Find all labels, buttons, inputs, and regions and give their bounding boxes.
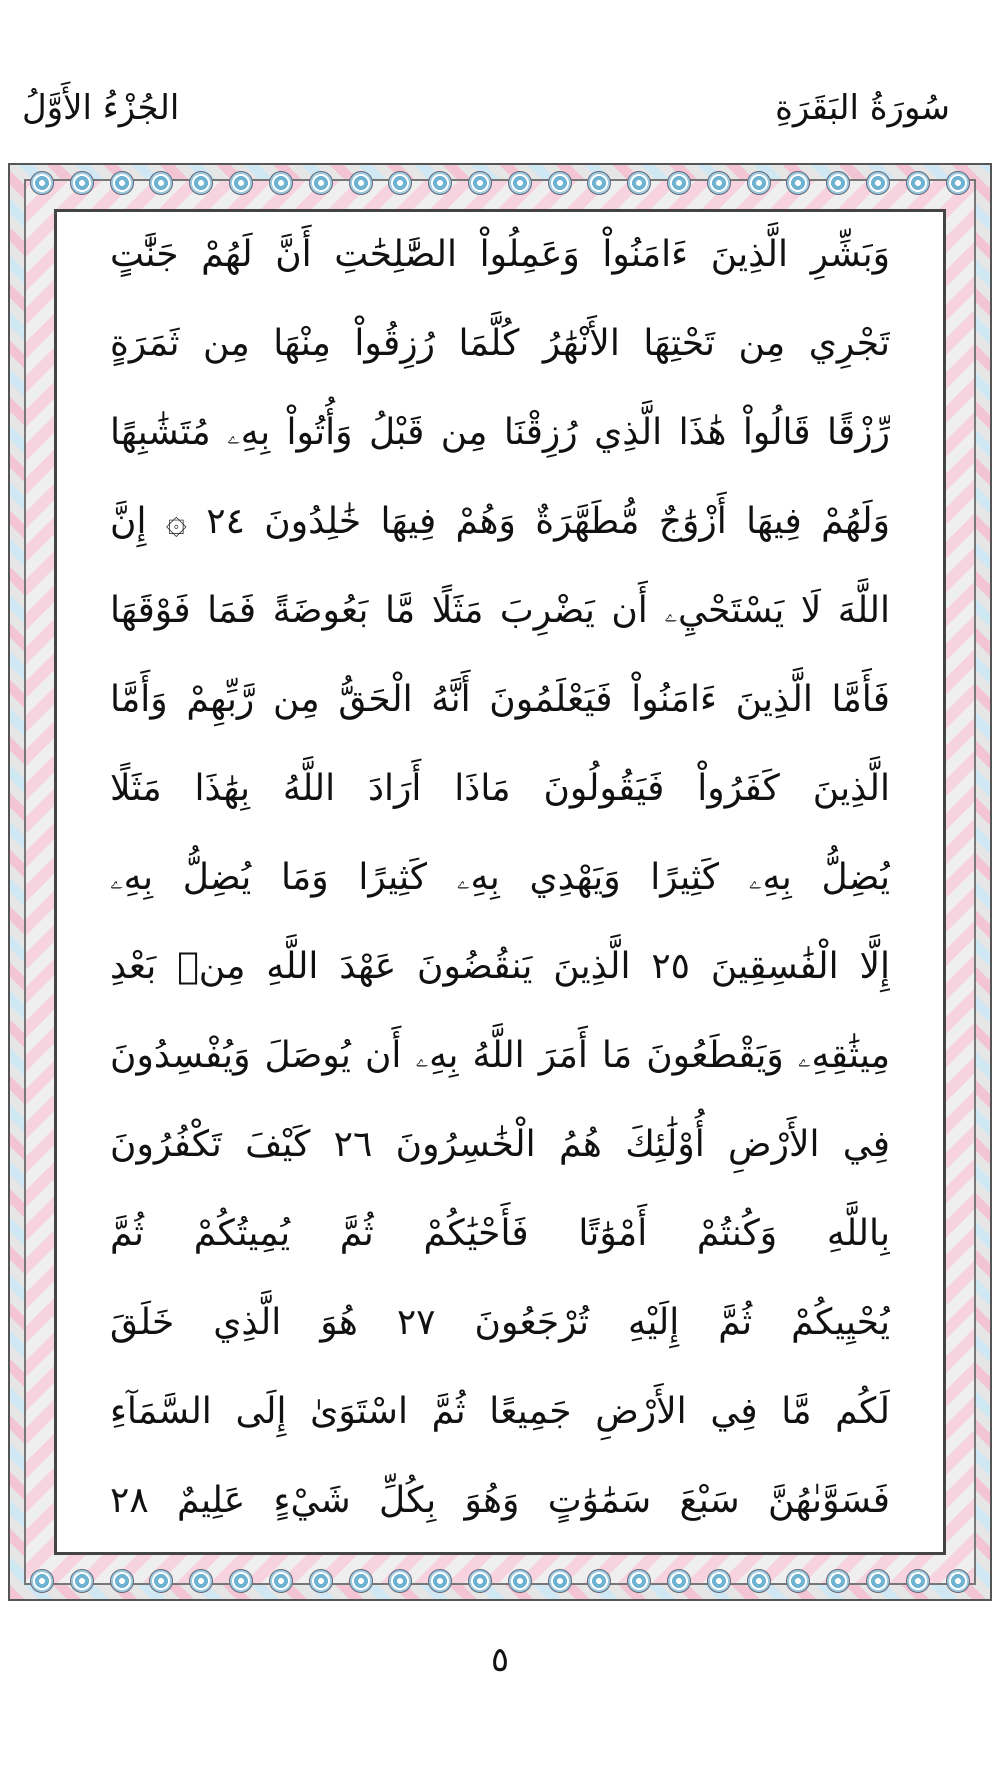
text-line: يُحْيِيكُمْ ثُمَّ إِلَيْهِ تُرْجَعُونَ ٢٧ هُوَ الَّذِي خَلَقَ — [110, 1302, 890, 1343]
text-line: إِلَّا الْفَٰسِقِينَ ٢٥ الَّذِينَ يَنقُضُونَ عَهْدَ اللَّهِ مِنۢ بَعْدِ — [110, 946, 890, 987]
rosette-ornament — [70, 1569, 94, 1593]
rosette-ornament — [388, 171, 412, 195]
rosette-ornament — [707, 171, 731, 195]
rosette-ornament — [548, 171, 572, 195]
rosette-ornament — [946, 1569, 970, 1593]
page-header — [0, 88, 1000, 148]
rosette-ornament — [149, 171, 173, 195]
text-line: يُضِلُّ بِهِۦ كَثِيرًا وَيَهْدِي بِهِۦ كَثِيرًا وَمَا يُضِلُّ بِهِۦ — [110, 857, 890, 898]
text-line: فَأَمَّا الَّذِينَ ءَامَنُواْ فَيَعْلَمُونَ أَنَّهُ الْحَقُّ مِن رَّبِّهِمْ وَأَمَّا — [110, 679, 890, 720]
rosette-ornament — [667, 171, 691, 195]
page-number: ٥ — [490, 1640, 510, 1680]
text-line: تَجْرِي مِن تَحْتِهَا الأَنْهَٰرُ كُلَّمَا رُزِقُواْ مِنْهَا مِن ثَمَرَةٍ — [110, 323, 890, 364]
text-line: بِاللَّهِ وَكُنتُمْ أَمْوَٰتًا فَأَحْيَٰكُمْ ثُمَّ يُمِيتُكُمْ ثُمَّ — [110, 1213, 890, 1254]
surah-title: سُورَةُ البَقَرَةِ — [775, 88, 950, 128]
text-line: وَبَشِّرِ الَّذِينَ ءَامَنُواْ وَعَمِلُواْ الصَّٰلِحَٰتِ أَنَّ لَهُمْ جَنَّٰتٍ — [110, 234, 890, 275]
rosette-ornament — [30, 171, 54, 195]
text-line: وَلَهُمْ فِيهَا أَزْوَٰجٌ مُّطَهَّرَةٌ وَهُمْ فِيهَا خَٰلِدُونَ ٢٤ ۞ إِنَّ — [110, 501, 890, 542]
rosette-ornament — [70, 171, 94, 195]
rosette-ornament — [627, 171, 651, 195]
rosette-ornament — [269, 171, 293, 195]
rosette-ornament — [508, 171, 532, 195]
rosette-ornament — [189, 171, 213, 195]
rosette-ornament — [906, 1569, 930, 1593]
rosette-ornament — [747, 171, 771, 195]
rosette-row-top — [30, 171, 970, 195]
verse-text — [110, 215, 890, 1575]
text-line: لَكُم مَّا فِي الأَرْضِ جَمِيعًا ثُمَّ اسْتَوَىٰ إِلَى السَّمَآءِ — [110, 1391, 890, 1432]
rosette-ornament — [906, 171, 930, 195]
text-line: رِّزْقًا قَالُواْ هَٰذَا الَّذِي رُزِقْنَا مِن قَبْلُ وَأُتُواْ بِهِۦ مُتَشَٰبِهًا — [110, 412, 890, 453]
juz-title: الجُزْءُ الأَوَّلُ — [22, 88, 180, 128]
rosette-ornament — [587, 171, 611, 195]
text-line: مِيثَٰقِهِۦ وَيَقْطَعُونَ مَا أَمَرَ اللَّهُ بِهِۦ أَن يُوصَلَ وَيُفْسِدُونَ — [110, 1035, 890, 1076]
rosette-ornament — [309, 171, 333, 195]
rosette-ornament — [349, 171, 373, 195]
rosette-ornament — [946, 171, 970, 195]
rosette-ornament — [826, 171, 850, 195]
rosette-ornament — [30, 1569, 54, 1593]
rosette-ornament — [229, 171, 253, 195]
text-line: فَسَوَّىٰهُنَّ سَبْعَ سَمَٰوَٰتٍ وَهُوَ بِكُلِّ شَيْءٍ عَلِيمٌ ٢٨ — [110, 1480, 890, 1521]
rosette-ornament — [110, 171, 134, 195]
text-line: اللَّهَ لَا يَسْتَحْيِۦ أَن يَضْرِبَ مَثَلًا مَّا بَعُوضَةً فَمَا فَوْقَهَا — [110, 590, 890, 631]
rosette-ornament — [428, 171, 452, 195]
rosette-ornament — [866, 171, 890, 195]
text-line: فِي الأَرْضِ أُوْلَٰئِكَ هُمُ الْخَٰسِرُونَ ٢٦ كَيْفَ تَكْفُرُونَ — [110, 1124, 890, 1165]
rosette-ornament — [468, 171, 492, 195]
rosette-ornament — [786, 171, 810, 195]
text-line: الَّذِينَ كَفَرُواْ فَيَقُولُونَ مَاذَا أَرَادَ اللَّهُ بِهَٰذَا مَثَلًا — [110, 768, 890, 809]
